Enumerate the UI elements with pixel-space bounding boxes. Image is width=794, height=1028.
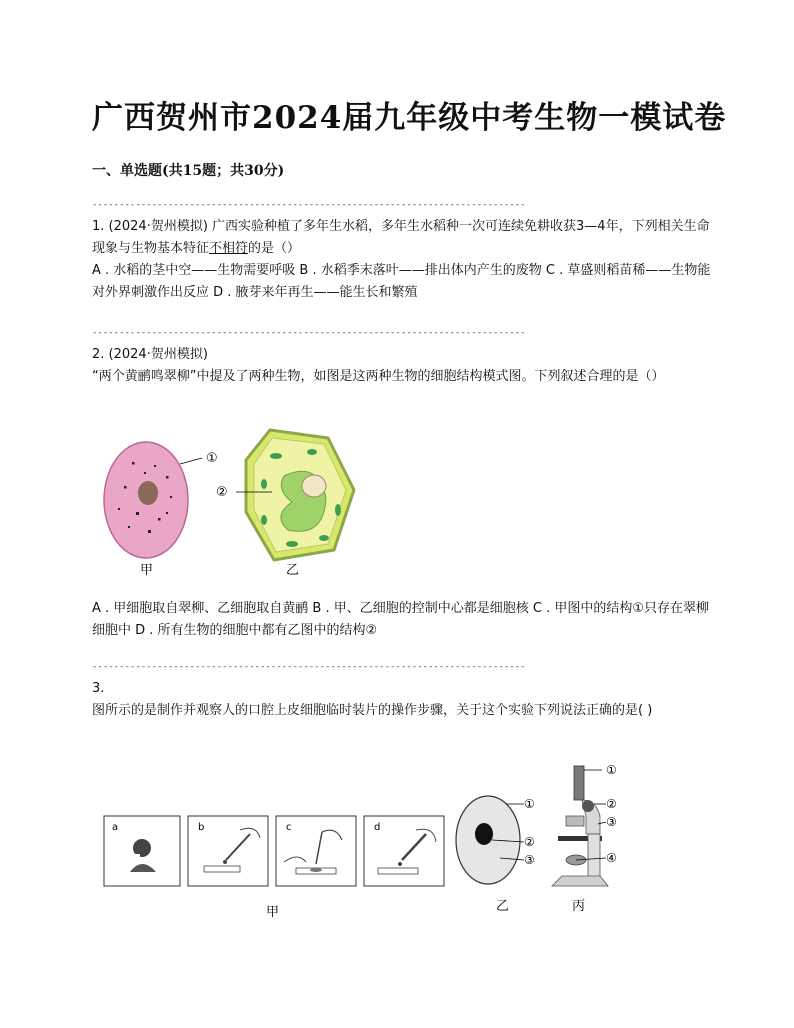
step-c-label: c xyxy=(286,822,292,833)
cheek-cell-icon xyxy=(456,796,524,884)
cell-marker-2: ② xyxy=(524,835,535,849)
marker-1: ① xyxy=(206,451,218,466)
question-2 xyxy=(92,344,712,388)
question-1-stem xyxy=(92,216,712,260)
question-2-stem: “两个黄鹂鸣翠柳”中提及了两种生物，如图是这两种生物的细胞结构模式图。下列叙述合理的是（） xyxy=(92,369,665,384)
step-b-label: b xyxy=(198,822,205,833)
microscope-icon xyxy=(552,766,608,886)
question-1 xyxy=(92,216,712,304)
fig3-label-bing: 丙 xyxy=(572,899,586,914)
question-1-options: A . 水稻的茎中空——生物需要呼吸 B . 水稻季末落叶——排出体内产生的废物 C . 草盛则稻苗稀——生物能对外界刺激作出反应 D . 腋芽来年再生——能生长和繁殖 xyxy=(92,263,711,300)
question-3-stem: 图所示的是制作并观察人的口腔上皮细胞临时装片的操作步骤，关于这个实验下列说法正确的是( ) xyxy=(92,703,653,718)
scope-marker-1: ① xyxy=(606,763,617,777)
question-1-stem-end: 的是（） xyxy=(248,241,301,256)
marker-2: ② xyxy=(216,485,228,500)
plant-cell-icon xyxy=(236,430,354,560)
cell-marker-3: ③ xyxy=(524,853,535,867)
page-title: 广西贺州市2024届九年级中考生物一模试卷 xyxy=(92,100,727,136)
question-2-header: 2. (2024·贺州模拟) xyxy=(92,347,208,362)
question-3-header: 3. xyxy=(92,681,105,696)
fig-label-jia: 甲 xyxy=(140,563,154,578)
fig3-label-yi: 乙 xyxy=(496,899,510,914)
question-2-options-text: A . 甲细胞取自翠柳、乙细胞取自黄鹂 B . 甲、乙细胞的控制中心都是细胞核 C . 甲图中的结构①只存在翠柳细胞中 D . 所有生物的细胞中都有乙图中的结构② xyxy=(92,601,709,638)
fig3-label-jia: 甲 xyxy=(266,905,280,920)
cell-marker-1: ① xyxy=(524,797,535,811)
separator-2: -------------------------------------------------------------------------------- xyxy=(92,328,526,338)
fig-label-yi: 乙 xyxy=(286,563,300,578)
cell-diagram xyxy=(96,420,376,580)
section-heading: 一、单选题(共15题；共30分) xyxy=(92,163,285,179)
question-1-stem-text: 1. (2024·贺州模拟) 广西实验种植了多年生水稻，多年生水稻种一次可连续免耕收获3—4年，下列相关生命现象与生物基本特征 xyxy=(92,219,710,256)
experiment-diagram xyxy=(100,760,660,920)
question-2-options xyxy=(92,598,712,642)
question-1-underlined: 不相符 xyxy=(209,241,249,256)
scope-marker-2: ② xyxy=(606,797,617,811)
scope-marker-4: ④ xyxy=(606,851,617,865)
animal-cell-icon xyxy=(104,442,202,558)
step-d-label: d xyxy=(374,822,381,833)
scope-marker-3: ③ xyxy=(606,815,617,829)
step-a-label: a xyxy=(112,822,119,833)
separator-3: -------------------------------------------------------------------------------- xyxy=(92,662,526,672)
separator-1: -------------------------------------------------------------------------------- xyxy=(92,200,526,210)
question-3 xyxy=(92,678,712,722)
